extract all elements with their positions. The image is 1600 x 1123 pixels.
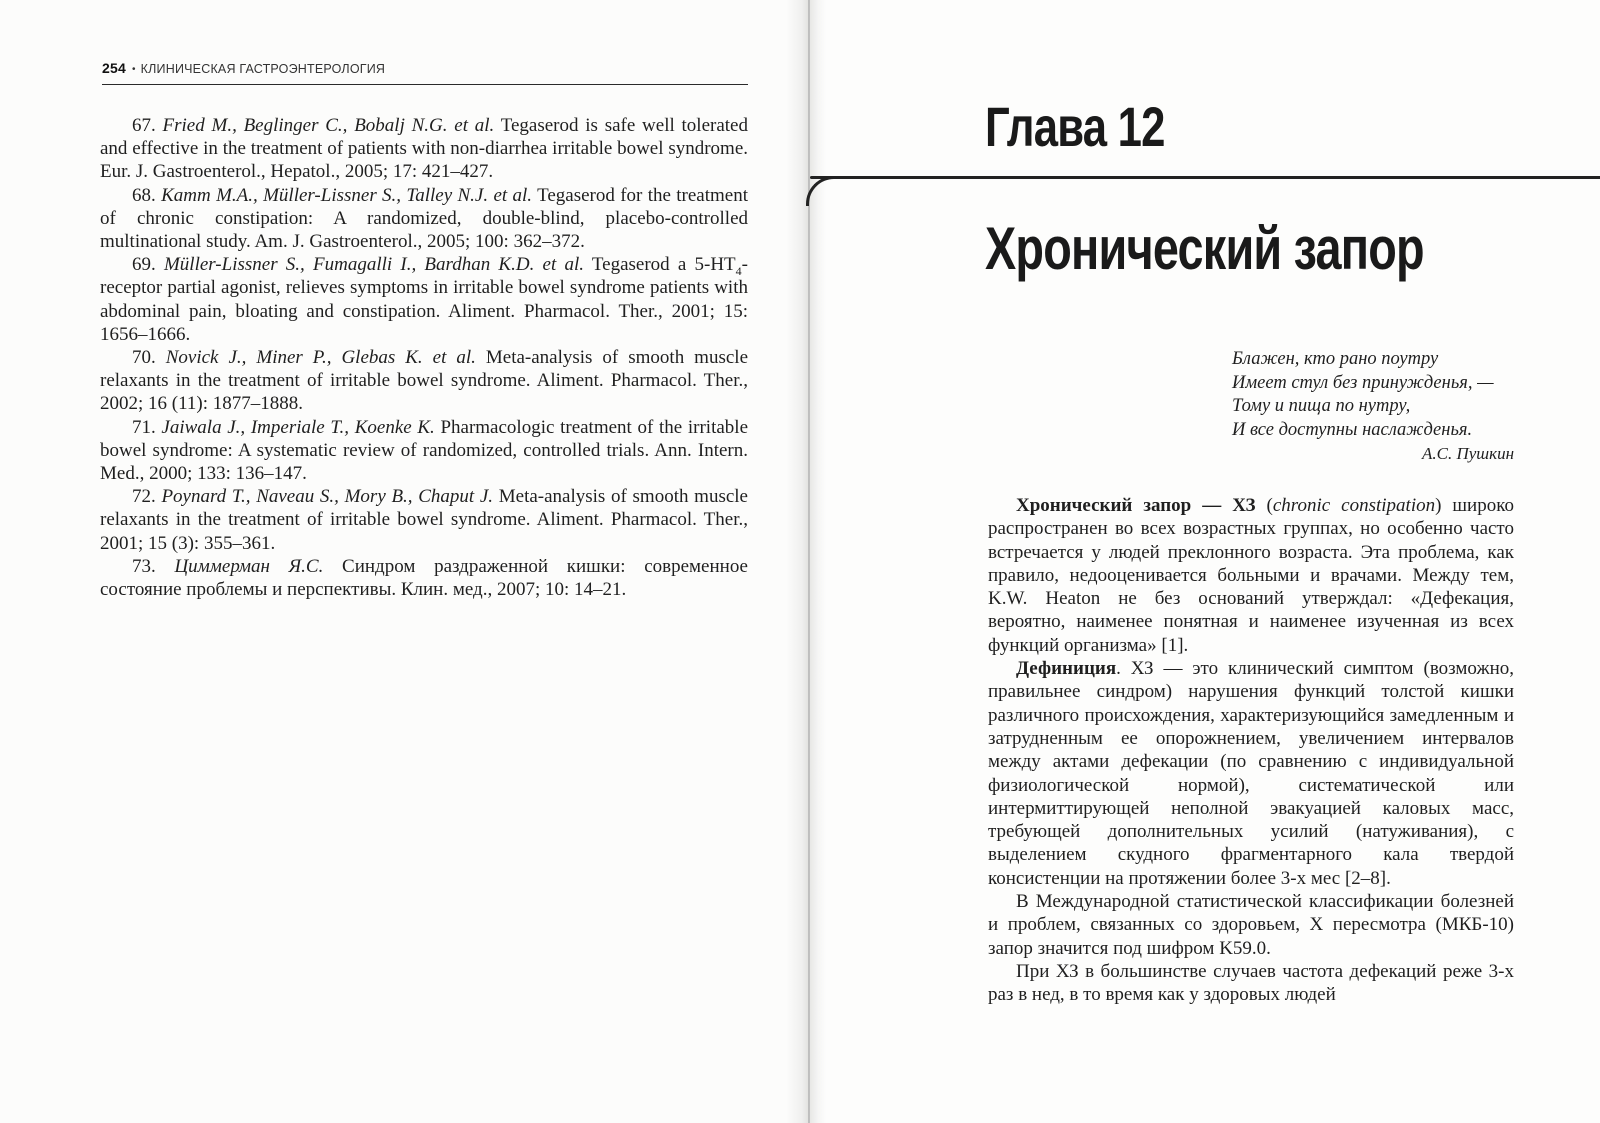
running-head-title: КЛИНИЧЕСКАЯ ГАСТРОЭНТЕРОЛОГИЯ [140,62,386,76]
reference-item [100,184,748,254]
paragraph-text: В Международной статистической классификации болезней и проблем, связанных со здоровьем, X пересмотра (МКБ-10) запор значится под шифром K59.0. [988,891,1514,959]
paragraph-text: При ХЗ в большинстве случаев частота дефекаций реже 3-х раз в нед, в то время как у здоровых людей [988,960,1514,1006]
running-head-bullet: • [131,64,136,75]
reference-authors: Poynard T., Naveau S., Mory B., Chaput J. [161,486,494,508]
reference-authors: Müller-Lissner S., Fumagalli I., Bardhan K.D. et al. [163,254,584,276]
body-paragraph [988,890,1514,960]
reference-subscript: 4 [735,264,742,279]
reference-authors: Fried M., Beglinger C., Bobalj N.G. et al. [162,115,495,136]
reference-number: 69. [132,254,156,276]
paragraph-lead: Хронический запор — ХЗ [1016,495,1256,516]
chapter-title: Хронический запор [985,215,1424,282]
reference-number: 68. [132,184,156,206]
reference-number: 72. [132,486,156,508]
reference-list [100,114,748,601]
epigraph-line: И все доступны наслажденья. [1232,419,1473,440]
paragraph-lead: Дефиниция [1016,658,1117,680]
reference-authors: Циммерман Я.С. [174,555,324,577]
paragraph-pre: ( [1255,495,1273,516]
reference-text: -receptor partial agonist, relieves symptoms in irritable bowel syndrome patients with abdominal pain, bloating and constipation. Aliment. Pharmacol. Ther., 2001; 15: 1656–1666. [100,254,748,345]
reference-text: Meta-analysis of smooth muscle relaxants in the treatment of irritable bowel syndrome. Aliment. Pharmacol. Ther., 2001; 15 (3): 355–361. [100,486,748,554]
reference-text: Синдром раздраженной кишки: современное состояние проблемы и перспективы. Клин. мед., 2007; 10: 14–21. [100,555,748,601]
chapter-rule [810,176,1600,179]
reference-text: Pharmacologic treatment of the irritable bowel syndrome: A systematic review of randomized, controlled trials. Ann. Intern. Med., 2000; 133: 136–147. [100,416,749,485]
reference-authors: Kamm M.A., Müller-Lissner S., Talley N.J. et al. [161,184,533,206]
epigraph-line: Блажен, кто рано поутру [1232,349,1439,369]
reference-text: Meta-analysis of smooth muscle relaxants in the treatment of irritable bowel syndrome. Aliment. Pharmacol. Ther., 2002; 16 (11): 1877–1888. [100,347,748,415]
reference-item [100,114,748,184]
reference-item [100,555,748,601]
reference-item [100,485,748,555]
paragraph-text: ) широко распространен во всех возрастных группах, но особенно часто встречается у людей преклонного возраста. Эта проблема, как правило, недооценивается больными и врачами. Между тем, K.W. Heaton не без оснований утверждал: «Дефекация, вероятно, наименее понятная и наименее изученная из всех функций организма» [1]. [988,495,1514,656]
chapter-body [988,494,1514,1007]
paragraph-text: . ХЗ — это клинический симптом (возможно, правильнее синдром) нарушения функций толстой кишки различного происхождения, характеризующийся замедленным и затрудненным ее опорожнением, увеличением интервалов между актами дефекации (по сравнению с индивидуальной физиологической нормой), систематической или интермиттирующей неполной эвакуацией каловых масс, требующей дополнительных усилий (натуживания), с выделением скудного фрагментарного кала твердой консистенции на протяжении более 3-х мес [2–8]. [988,658,1514,889]
body-paragraph [988,494,1514,657]
reference-item [100,346,748,416]
book-gutter [786,0,826,1123]
reference-item [100,253,748,346]
epigraph [1232,348,1514,465]
paragraph-term: chronic constipation [1272,495,1436,516]
chapter-label: Глава 12 [985,95,1165,158]
epigraph-author: А.С. Пушкин [1421,444,1514,464]
running-head [102,60,748,85]
reference-number: 67. [132,115,156,136]
gutter-line [808,0,810,1123]
body-paragraph [988,960,1514,1007]
reference-text: Tegaserod for the treatment of chronic constipation: A randomized, double-blind, placebo-controlled multinational study. Am. J. Gastroenterol., 2005; 100: 362–372. [100,184,749,253]
reference-item [100,416,748,486]
epigraph-line: Имеет стул без принужденья, — [1232,372,1494,393]
reference-text: Tegaserod is safe well tolerated and effective in the treatment of patients with non-diarrhea irritable bowel syndrome. Eur. J. Gastroenterol., Hepatol., 2005; 17: 421–427. [100,115,748,183]
reference-authors: Novick J., Miner P., Glebas K. et al. [165,347,476,369]
reference-number: 73. [132,555,156,577]
reference-number: 71. [132,416,156,438]
page-number: 254 [102,60,126,76]
reference-text-start: Tegaserod a 5-HT [591,254,736,276]
reference-authors: Jaiwala J., Imperiale T., Koenke K. [161,416,435,438]
reference-number: 70. [132,347,156,369]
body-paragraph [988,657,1514,890]
epigraph-line: Тому и пища по нутру, [1232,396,1411,417]
